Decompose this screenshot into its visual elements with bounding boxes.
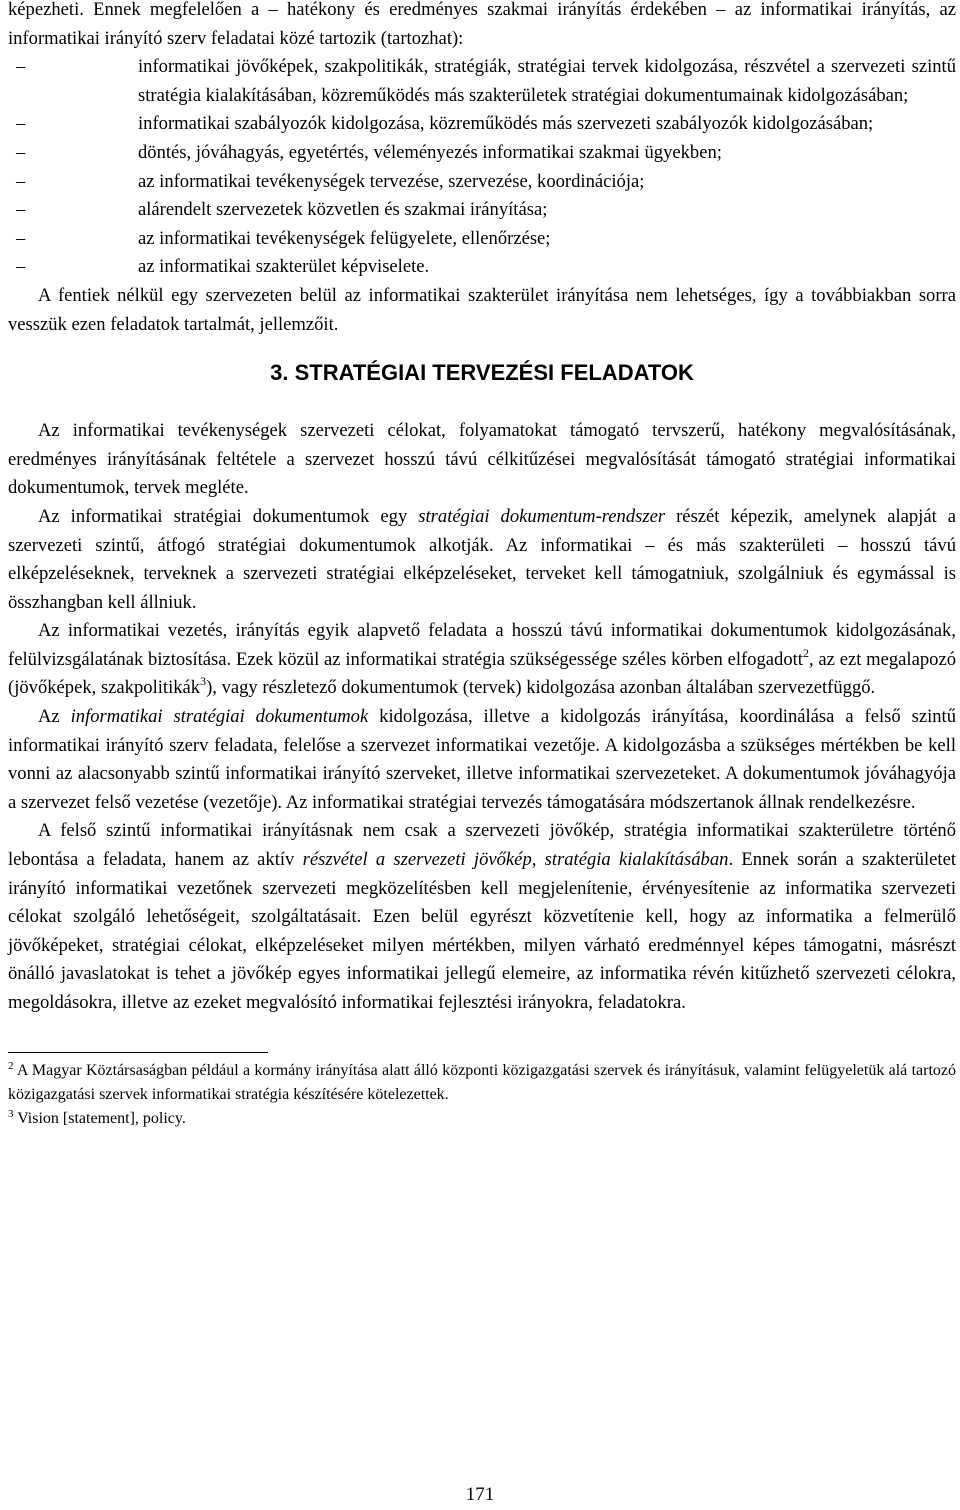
document-page xyxy=(8,0,956,1131)
dash-bullet: – xyxy=(16,56,26,78)
paragraph-5-text-b: . Ennek során a szakterületet irányító informatikai vezetőnek szervezeti megközelítésben kell megjelenítenie, érvényesítenie az informatika szervezeti célokat szolgáló lehetőségeit, szolgáltatásait. Ezen belül egyrészt közvetítenie kell, hogy az informatika a felmerülő jövőképeket, stratégiai célokat, elképzeléseket milyen mértékben, milyen várható eredménnyel képes támogatni, másrészt önálló javaslatokat is tehet a jövőkép egyes informatikai jellegű elemeire, az informatika révén kitűzhető szervezeti célokra, megoldásokra, illetve az ezeket megvalósító informatikai fejlesztési irányokra, feladatokra. xyxy=(8,849,957,1013)
list-item-text: alárendelt szervezetek közvetlen és szakmai irányítása; xyxy=(138,199,548,221)
footnote-3 xyxy=(8,1107,956,1131)
paragraph-3 xyxy=(8,617,956,703)
paragraph-3-text-a: Az informatikai vezetés, irányítás egyik alapvető feladata a hosszú távú informatikai dokumentumok kidolgozásának, felülvizsgálatának biztosítása. Ezek közül az informatikai stratégia szükségessége széles körben elfogadott xyxy=(8,620,956,670)
list-item-text: az informatikai tevékenységek felügyelete, ellenőrzése; xyxy=(138,227,551,249)
paragraph-3-text-c: ), vagy részletező dokumentumok (tervek) kidolgozása azonban általában szervezetfüggő. xyxy=(206,677,876,699)
list-item-text: az informatikai tevékenységek tervezése, szervezése, koordinációja; xyxy=(138,170,645,192)
dash-bullet: – xyxy=(16,141,26,163)
paragraph-3-text-b: , az ezt megalapozó (jövőképek, szakpolitikák xyxy=(8,648,956,699)
dash-bullet: – xyxy=(16,113,26,135)
footnote-ref-2[interactable]: 2 xyxy=(802,645,809,660)
task-list xyxy=(8,53,956,282)
paragraph-1: Az informatikai tevékenységek szervezeti célokat, folyamatokat támogató tervszerű, hatékony megvalósításának, eredményes irányításának feltétele a szervezet hosszú távú célkitűzései megvalósítását támogató stratégiai informatikai dokumentumok, tervek megléte. xyxy=(8,420,956,499)
dash-bullet: – xyxy=(16,170,26,192)
footnote-text: Vision [statement], policy. xyxy=(13,1109,186,1127)
paragraph-5 xyxy=(8,817,956,1017)
paragraph-2-emphasis: stratégiai dokumentum-rendszer xyxy=(418,505,666,527)
list-item xyxy=(8,53,956,110)
footnote-divider xyxy=(8,1052,268,1053)
page-number: 171 xyxy=(465,1484,495,1505)
list-item xyxy=(8,225,956,254)
list-item xyxy=(8,196,956,225)
summary-paragraph: A fentiek nélkül egy szervezeten belül az informatikai szakterület irányítása nem lehetséges, így a továbbiakban sorra vesszük ezen feladatok tartalmát, jellemzőit. xyxy=(8,284,956,335)
intro-paragraph xyxy=(8,0,956,53)
section-heading: 3. STRATÉGIAI TERVEZÉSI FELADATOK xyxy=(270,360,694,386)
dash-bullet: – xyxy=(16,227,26,249)
list-item-text: informatikai szabályozók kidolgozása, közreműködés más szervezeti szabályozók kidolgozásában; xyxy=(138,113,874,135)
paragraph-4-text-a: Az xyxy=(38,706,71,728)
footnote-2 xyxy=(8,1059,956,1107)
paragraph-4-emphasis: informatikai stratégiai dokumentumok xyxy=(70,706,369,728)
footnote-text: A Magyar Köztársaságban például a kormány irányítása alatt álló központi közigazgatási szervek és irányításuk, valamint felügyeletük alá tartozó közigazgatási szervek informatikai stratégia készítésére kötelezettek. xyxy=(8,1061,956,1103)
list-item xyxy=(8,168,956,197)
list-item xyxy=(8,139,956,168)
list-item-text: az informatikai szakterület képviselete. xyxy=(138,256,430,278)
dash-bullet: – xyxy=(16,199,26,221)
list-item-text: informatikai jövőképek, szakpolitikák, stratégiák, stratégiai tervek kidolgozása, részvétel a szervezeti szintű stratégia kialakításában, közreműködés más szakterületek stratégiai dokumentumainak kidolgozásában; xyxy=(138,56,956,106)
intro-fragment: képezheti. xyxy=(8,0,94,20)
paragraph-4-text-b: kidolgozása, illetve a kidolgozás irányítása, koordinálása a felső szintű informatikai irányító szerv feladata, felelőse a szervezet informatikai vezetője. A kidolgozásba a szükséges mértékben be kell vonni az alacsonyabb szintű informatikai irányító szerveket, illetve informatikai szervezeteket. A dokumentumok jóváhagyója a szervezet felső vezetése (vezetője). Az informatikai stratégiai tervezés támogatására módszertanok állnak rendelkezésre. xyxy=(8,706,956,813)
paragraph-5-text-a: A felső szintű informatikai irányításnak nem csak a szervezeti jövőkép, stratégia informatikai szakterületre történő lebontása a feladata, hanem az aktív xyxy=(8,820,956,871)
paragraph-2-text-b: részét képezik, amelynek alapját a szervezeti szintű, átfogó stratégiai dokumentumok alkotják. Az informatikai – és más szakterületi – hosszú távú elképzeléseknek, terveknek a szervezeti stratégiai elképzeléseket, terveket kell támogatniuk, szolgálniuk és egymással is összhangban kell állniuk. xyxy=(8,505,956,613)
list-item xyxy=(8,253,956,282)
paragraph-2 xyxy=(8,503,956,617)
paragraph-4 xyxy=(8,703,956,817)
footnote-number: 3 xyxy=(8,1107,14,1120)
footnote-number: 2 xyxy=(8,1059,14,1072)
footnote-ref-3[interactable]: 3 xyxy=(200,674,207,689)
paragraph-5-emphasis: részvétel a szervezeti jövőkép, stratégia kialakításában xyxy=(302,849,729,871)
dash-bullet: – xyxy=(16,256,26,278)
list-item-text: döntés, jóváhagyás, egyetértés, véleményezés informatikai szakmai ügyekben; xyxy=(138,141,722,163)
intro-text: Ennek megfelelően a – hatékony és eredményes szakmai irányítás érdekében – az informatikai irányítás, az informatikai irányító szerv feladatai közé tartozik (tartozhat): xyxy=(8,0,956,49)
list-item xyxy=(8,110,956,139)
paragraph-2-text-a: Az informatikai stratégiai dokumentumok egy xyxy=(38,505,419,527)
